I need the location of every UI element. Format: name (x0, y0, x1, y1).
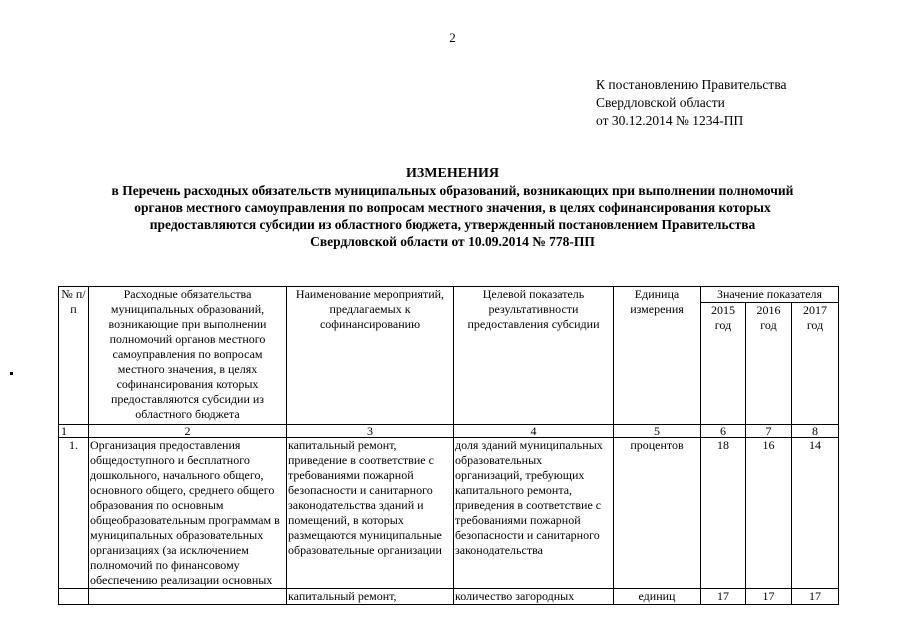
col-number-1: 1 (59, 425, 89, 438)
table-row (59, 438, 839, 589)
col-number-4: 4 (454, 425, 614, 438)
col-number-6: 6 (701, 425, 746, 438)
heading-line-1: в Перечень расходных обязательств муниципальных образований, возникающих при выполнении полномочий (111, 183, 794, 198)
row-num: 1. (59, 438, 89, 589)
header-num: № п/п (59, 287, 89, 425)
row-value-2016: 16 (746, 438, 792, 589)
row-value-2015: 17 (701, 589, 746, 605)
document-title: ИЗМЕНЕНИЯ (406, 166, 499, 181)
header-year-2015: 2015 год (701, 303, 746, 425)
table-row (59, 589, 839, 605)
row-value-2017: 14 (792, 438, 839, 589)
heading-line-3: предоставляются субсидии из областного бюджета, утвержденный постановлением Правительства (149, 217, 756, 232)
row-obligation: Организация предоставления общедоступного и бесплатного дошкольного, начального общего, основного общего, среднего общего образования по основным общеобразовательным программам в муниципальных образовательных организациях (за исключением полномочий по финансовому обеспечению реализации основных (89, 438, 287, 589)
row-value-2015: 18 (701, 438, 746, 589)
heading-line-2: органов местного самоуправления по вопросам местного значения, в целях софинансирования которых (134, 200, 771, 215)
header-value-group: Значение показателя (701, 287, 839, 303)
heading-line-4: Свердловской области от 10.09.2014 № 778-ПП (310, 234, 595, 249)
row-obligation (89, 589, 287, 605)
row-unit: процентов (614, 438, 701, 589)
header-obligations: Расходные обязательства муниципальных образований, возникающие при выполнении полномочий органов местного самоуправления по вопросам местного значения, в целях софинансирования которых предоставляются субсидии из областного бюджета (89, 287, 287, 425)
row-activity: капитальный ремонт, (287, 589, 454, 605)
row-unit: единиц (614, 589, 701, 605)
approval-line-2: Свердловской области (596, 95, 725, 110)
row-activity: капитальный ремонт, приведение в соответствие с требованиями пожарной безопасности и санитарного законодательства зданий и помещений, в которых размещаются муниципальные образовательные организации (287, 438, 454, 589)
header-year-2016: 2016 год (746, 303, 792, 425)
col-number-8: 8 (792, 425, 839, 438)
scan-speck (10, 372, 13, 375)
row-value-2016: 17 (746, 589, 792, 605)
column-number-row (59, 425, 839, 438)
approval-line-1: К постановлению Правительства (596, 77, 787, 92)
header-year-2017: 2017 год (792, 303, 839, 425)
header-unit: Единица измерения (614, 287, 701, 425)
page-number: 2 (449, 30, 456, 45)
row-num (59, 589, 89, 605)
col-number-3: 3 (287, 425, 454, 438)
col-number-2: 2 (89, 425, 287, 438)
header-indicator: Целевой показатель результативности предоставления субсидии (454, 287, 614, 425)
row-indicator: количество загородных (454, 589, 614, 605)
approval-stamp (596, 76, 787, 130)
document-heading (60, 165, 845, 250)
row-value-2017: 17 (792, 589, 839, 605)
header-activities: Наименование мероприятий, предлагаемых к софинансированию (287, 287, 454, 425)
changes-table (58, 286, 839, 605)
table-header-row (59, 287, 839, 303)
approval-line-3: от 30.12.2014 № 1234-ПП (596, 113, 744, 128)
row-indicator: доля зданий муниципальных образовательных организаций, требующих капитального ремонта, приведения в соответствие с требованиями пожарной безопасности и санитарного законодательства (454, 438, 614, 589)
col-number-7: 7 (746, 425, 792, 438)
col-number-5: 5 (614, 425, 701, 438)
